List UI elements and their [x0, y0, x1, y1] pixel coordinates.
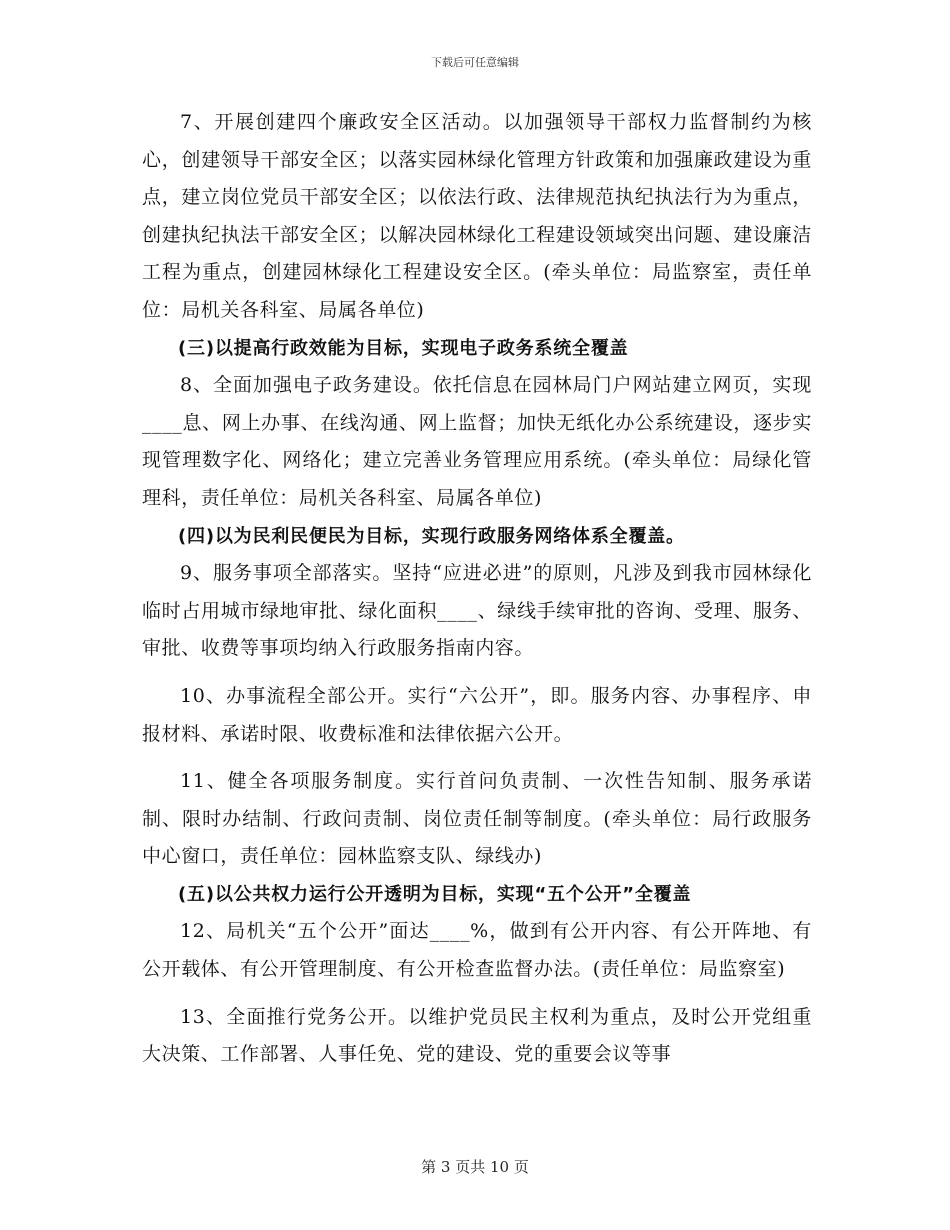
page-number: 第 3 页共 10 页 [421, 1158, 529, 1176]
paragraph-item-7: 7、开展创建四个廉政安全区活动。以加强领导干部权力监督制约为核心，创建领导干部安全区；以落实园林绿化管理方针政策和加强廉政建设为重点，建立岗位党员干部安全区；以依法行政、法律规范执纪执法行为为重点，创建执纪执法干部安全区；以解决园林绿化工程建设领域突出问题、建设廉洁工程为重点，创建园林绿化工程建设安全区。(牵头单位：局监察室，责任单位：局机关各科室、局属各单位) [142, 111, 812, 321]
paragraph-item-8: 8、全面加强电子政务建设。依托信息在园林局门户网站建立网页，实现____息、网上办事、在线沟通、网上监督；加快无纸化办公系统建设，逐步实现管理数字化、网络化；建立完善业务管理应用系统。(牵头单位：局绿化管理科，责任单位：局机关各科室、局属各单位) [142, 374, 812, 509]
paragraph-gap [142, 668, 812, 678]
paragraph-item-12: 12、局机关“五个公开”面达____%，做到有公开内容、有公开阵地、有公开载体、有公开管理制度、有公开检查监督办法。(责任单位：局监察室) [142, 920, 812, 981]
paragraph-gap [142, 989, 812, 999]
document-body [142, 104, 812, 1074]
section-heading-3: (三)以提高行政效能为目标，实现电子政务系统全覆盖 [178, 337, 629, 359]
paragraph-item-10: 10、办事流程全部公开。实行“六公开”，即。服务内容、办事程序、申报材料、承诺时限、收费标准和法律依据六公开。 [142, 684, 812, 745]
paragraph-item-9: 9、服务事项全部落实。坚持“应进必进”的原则，凡涉及到我市园林绿化临时占用城市绿地审批、绿化面积____、绿线手续审批的咨询、受理、服务、审批、收费等事项均纳入行政服务指南内容。 [142, 562, 812, 660]
page-header-note: 下载后可任意编辑 [431, 56, 519, 69]
paragraph-gap [142, 753, 812, 763]
section-heading-5: (五)以公共权力运行公开透明为目标，实现“五个公开”全覆盖 [178, 883, 692, 905]
paragraph-item-11: 11、健全各项服务制度。实行首问负责制、一次性告知制、服务承诺制、限时办结制、行政问责制、岗位责任制等制度。(牵头单位：局行政服务中心窗口，责任单位：园林监察支队、绿线办) [142, 770, 812, 868]
paragraph-item-13: 13、全面推行党务公开。以维护党员民主权利为重点，及时公开党组重大决策、工作部署、人事任免、党的建设、党的重要会议等事 [142, 1005, 812, 1066]
section-heading-4: (四)以为民利民便民为目标，实现行政服务网络体系全覆盖。 [178, 525, 685, 547]
